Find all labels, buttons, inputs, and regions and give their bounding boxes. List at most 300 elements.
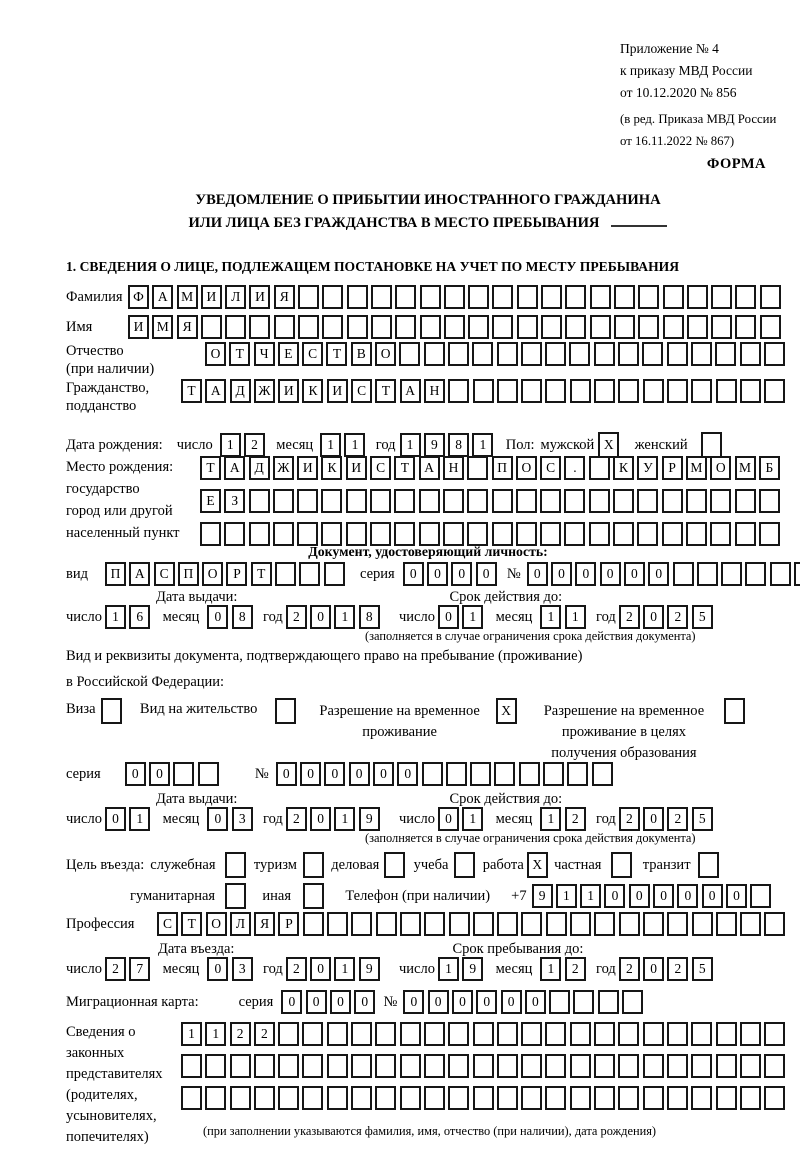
char-box[interactable] [764, 912, 785, 936]
representatives-boxes-row1[interactable] [181, 1022, 788, 1046]
char-box[interactable] [715, 342, 736, 366]
char-box[interactable] [297, 522, 318, 546]
char-box[interactable]: 1 [540, 605, 561, 629]
doc-type-boxes[interactable] [105, 562, 348, 586]
char-box[interactable] [642, 342, 663, 366]
char-box[interactable]: 1 [438, 957, 459, 981]
char-box[interactable] [716, 1086, 737, 1110]
char-box[interactable] [637, 489, 658, 513]
char-box[interactable] [691, 379, 712, 403]
char-box[interactable] [324, 562, 345, 586]
char-box[interactable]: 0 [306, 990, 327, 1014]
char-box[interactable] [254, 1054, 275, 1078]
char-box[interactable] [594, 912, 615, 936]
char-box[interactable] [764, 1086, 785, 1110]
given-name-boxes[interactable] [128, 315, 784, 339]
char-box[interactable] [327, 912, 348, 936]
char-box[interactable]: 1 [205, 1022, 226, 1046]
char-box[interactable] [321, 489, 342, 513]
char-box[interactable] [424, 1022, 445, 1046]
char-box[interactable]: 1 [129, 807, 150, 831]
char-box[interactable] [448, 1022, 469, 1046]
char-box[interactable]: 7 [129, 957, 150, 981]
char-box[interactable]: 0 [653, 884, 674, 908]
char-box[interactable]: П [492, 456, 513, 480]
char-box[interactable] [662, 522, 683, 546]
char-box[interactable]: 0 [397, 762, 418, 786]
char-box[interactable] [400, 912, 421, 936]
char-box[interactable] [473, 1086, 494, 1110]
purpose-humanitarian-checkbox[interactable] [225, 883, 249, 909]
char-box[interactable]: 1 [334, 807, 355, 831]
char-box[interactable] [618, 1086, 639, 1110]
char-box[interactable] [181, 1054, 202, 1078]
char-box[interactable] [565, 285, 586, 309]
char-box[interactable] [298, 315, 319, 339]
char-box[interactable] [517, 315, 538, 339]
char-box[interactable]: Т [181, 379, 202, 403]
char-box[interactable] [569, 342, 590, 366]
char-box[interactable] [564, 522, 585, 546]
char-box[interactable] [764, 1054, 785, 1078]
char-box[interactable] [691, 1054, 712, 1078]
char-box[interactable] [740, 912, 761, 936]
char-box[interactable]: О [375, 342, 396, 366]
char-box[interactable] [611, 852, 632, 878]
char-box[interactable] [322, 285, 343, 309]
char-box[interactable] [570, 1086, 591, 1110]
char-box[interactable] [716, 1054, 737, 1078]
char-box[interactable] [735, 522, 756, 546]
char-box[interactable]: 2 [565, 807, 586, 831]
char-box[interactable]: М [686, 456, 707, 480]
permit-expiry-day-boxes[interactable] [438, 807, 487, 831]
char-box[interactable]: 1 [540, 957, 561, 981]
char-box[interactable] [394, 489, 415, 513]
char-box[interactable] [613, 522, 634, 546]
char-box[interactable] [545, 1054, 566, 1078]
char-box[interactable]: В [351, 342, 372, 366]
temp-residence-checkbox[interactable] [496, 698, 520, 724]
char-box[interactable] [278, 1022, 299, 1046]
char-box[interactable]: 0 [281, 990, 302, 1014]
char-box[interactable]: А [224, 456, 245, 480]
char-box[interactable] [473, 912, 494, 936]
temp-residence-edu-checkbox[interactable] [724, 698, 748, 724]
char-box[interactable] [303, 852, 324, 878]
residence-permit-checkbox[interactable] [275, 698, 299, 724]
char-box[interactable] [521, 342, 542, 366]
char-box[interactable] [618, 1022, 639, 1046]
char-box[interactable] [420, 315, 441, 339]
char-box[interactable] [448, 1054, 469, 1078]
char-box[interactable] [468, 285, 489, 309]
char-box[interactable] [278, 1086, 299, 1110]
char-box[interactable] [274, 315, 295, 339]
migration-card-series-boxes[interactable] [281, 990, 378, 1014]
char-box[interactable] [448, 342, 469, 366]
permit-expiry-year-boxes[interactable] [619, 807, 716, 831]
char-box[interactable] [376, 912, 397, 936]
char-box[interactable]: 2 [667, 605, 688, 629]
char-box[interactable] [424, 1054, 445, 1078]
char-box[interactable] [716, 379, 737, 403]
char-box[interactable] [467, 456, 488, 480]
char-box[interactable]: Т [394, 456, 415, 480]
char-box[interactable]: С [302, 342, 323, 366]
char-box[interactable]: 0 [403, 562, 424, 586]
char-box[interactable]: 0 [207, 605, 228, 629]
char-box[interactable]: 0 [354, 990, 375, 1014]
char-box[interactable]: 2 [667, 957, 688, 981]
permit-issue-day-boxes[interactable] [105, 807, 154, 831]
char-box[interactable]: А [419, 456, 440, 480]
char-box[interactable]: И [278, 379, 299, 403]
char-box[interactable] [400, 1054, 421, 1078]
char-box[interactable] [764, 379, 785, 403]
char-box[interactable] [347, 315, 368, 339]
char-box[interactable] [546, 912, 567, 936]
purpose-tourism-checkbox[interactable] [303, 852, 327, 878]
char-box[interactable] [395, 285, 416, 309]
char-box[interactable]: 0 [207, 957, 228, 981]
char-box[interactable] [448, 1086, 469, 1110]
char-box[interactable]: 0 [427, 562, 448, 586]
doc-issue-day-boxes[interactable] [105, 605, 154, 629]
char-box[interactable] [614, 315, 635, 339]
char-box[interactable] [201, 315, 222, 339]
char-box[interactable]: Я [177, 315, 198, 339]
char-box[interactable] [394, 522, 415, 546]
char-box[interactable] [420, 285, 441, 309]
char-box[interactable]: Ж [273, 456, 294, 480]
citizenship-boxes[interactable] [181, 379, 788, 403]
char-box[interactable] [497, 1054, 518, 1078]
char-box[interactable]: 5 [692, 807, 713, 831]
char-box[interactable] [759, 522, 780, 546]
char-box[interactable]: Т [229, 342, 250, 366]
char-box[interactable]: 1 [334, 957, 355, 981]
char-box[interactable] [589, 522, 610, 546]
char-box[interactable]: 1 [344, 433, 365, 457]
char-box[interactable] [473, 379, 494, 403]
char-box[interactable] [467, 489, 488, 513]
char-box[interactable] [302, 1022, 323, 1046]
char-box[interactable] [101, 698, 122, 724]
char-box[interactable] [419, 522, 440, 546]
char-box[interactable] [521, 379, 542, 403]
char-box[interactable] [618, 379, 639, 403]
char-box[interactable]: С [157, 912, 178, 936]
char-box[interactable] [740, 1054, 761, 1078]
birth-year-boxes[interactable] [400, 433, 497, 457]
char-box[interactable]: 0 [310, 807, 331, 831]
char-box[interactable]: 0 [438, 807, 459, 831]
doc-number-boxes[interactable] [527, 562, 800, 586]
char-box[interactable] [254, 1086, 275, 1110]
char-box[interactable]: 0 [207, 807, 228, 831]
char-box[interactable] [492, 522, 513, 546]
char-box[interactable] [545, 1022, 566, 1046]
char-box[interactable]: И [249, 285, 270, 309]
char-box[interactable] [735, 315, 756, 339]
char-box[interactable]: 3 [232, 957, 253, 981]
char-box[interactable] [521, 1054, 542, 1078]
char-box[interactable] [516, 522, 537, 546]
char-box[interactable]: Т [251, 562, 272, 586]
char-box[interactable] [573, 990, 594, 1014]
char-box[interactable] [444, 315, 465, 339]
char-box[interactable]: Я [274, 285, 295, 309]
sex-female-checkbox[interactable] [701, 432, 725, 458]
char-box[interactable] [643, 1054, 664, 1078]
patronymic-boxes[interactable] [205, 342, 788, 366]
permit-number-boxes[interactable] [276, 762, 616, 786]
char-box[interactable]: А [205, 379, 226, 403]
char-box[interactable] [497, 1022, 518, 1046]
char-box[interactable] [643, 1086, 664, 1110]
char-box[interactable]: А [152, 285, 173, 309]
char-box[interactable]: 0 [438, 605, 459, 629]
char-box[interactable]: 0 [525, 990, 546, 1014]
char-box[interactable] [422, 762, 443, 786]
char-box[interactable] [419, 489, 440, 513]
char-box[interactable] [760, 285, 781, 309]
char-box[interactable] [273, 489, 294, 513]
char-box[interactable]: 0 [629, 884, 650, 908]
char-box[interactable] [794, 562, 800, 586]
char-box[interactable] [618, 342, 639, 366]
char-box[interactable]: 0 [648, 562, 669, 586]
char-box[interactable]: X [598, 432, 619, 458]
char-box[interactable] [322, 315, 343, 339]
char-box[interactable] [643, 379, 664, 403]
char-box[interactable]: 0 [349, 762, 370, 786]
char-box[interactable] [740, 342, 761, 366]
char-box[interactable]: 1 [540, 807, 561, 831]
char-box[interactable] [351, 912, 372, 936]
char-box[interactable] [443, 489, 464, 513]
char-box[interactable] [249, 315, 270, 339]
char-box[interactable] [740, 1022, 761, 1046]
char-box[interactable] [565, 315, 586, 339]
char-box[interactable] [273, 522, 294, 546]
char-box[interactable]: 0 [330, 990, 351, 1014]
char-box[interactable] [686, 522, 707, 546]
char-box[interactable] [424, 912, 445, 936]
permit-expiry-month-boxes[interactable] [540, 807, 589, 831]
char-box[interactable]: Л [230, 912, 251, 936]
char-box[interactable] [735, 489, 756, 513]
char-box[interactable] [592, 762, 613, 786]
char-box[interactable] [540, 489, 561, 513]
char-box[interactable] [444, 285, 465, 309]
char-box[interactable] [618, 1054, 639, 1078]
char-box[interactable] [230, 1086, 251, 1110]
char-box[interactable] [492, 315, 513, 339]
char-box[interactable] [303, 883, 324, 909]
purpose-work-checkbox[interactable] [527, 852, 551, 878]
char-box[interactable]: . [564, 456, 585, 480]
char-box[interactable] [497, 342, 518, 366]
char-box[interactable]: 0 [527, 562, 548, 586]
doc-expiry-month-boxes[interactable] [540, 605, 589, 629]
char-box[interactable]: 0 [105, 807, 126, 831]
phone-boxes[interactable] [532, 884, 775, 908]
char-box[interactable]: 2 [286, 807, 307, 831]
char-box[interactable]: X [527, 852, 548, 878]
char-box[interactable]: 0 [476, 562, 497, 586]
birth-month-boxes[interactable] [320, 433, 369, 457]
char-box[interactable]: 2 [619, 807, 640, 831]
char-box[interactable]: Н [443, 456, 464, 480]
char-box[interactable] [472, 342, 493, 366]
char-box[interactable] [750, 884, 771, 908]
char-box[interactable] [745, 562, 766, 586]
char-box[interactable]: 9 [359, 957, 380, 981]
char-box[interactable] [181, 1086, 202, 1110]
char-box[interactable]: 0 [501, 990, 522, 1014]
char-box[interactable] [302, 1086, 323, 1110]
char-box[interactable]: Т [181, 912, 202, 936]
char-box[interactable]: 0 [310, 605, 331, 629]
visa-checkbox[interactable] [101, 698, 125, 724]
char-box[interactable]: К [302, 379, 323, 403]
char-box[interactable]: З [224, 489, 245, 513]
char-box[interactable] [225, 883, 246, 909]
char-box[interactable] [692, 912, 713, 936]
char-box[interactable]: 0 [149, 762, 170, 786]
char-box[interactable] [740, 1086, 761, 1110]
char-box[interactable] [384, 852, 405, 878]
char-box[interactable]: О [710, 456, 731, 480]
sex-male-checkbox[interactable] [598, 432, 622, 458]
char-box[interactable]: Р [662, 456, 683, 480]
char-box[interactable] [770, 562, 791, 586]
char-box[interactable]: 0 [300, 762, 321, 786]
char-box[interactable] [225, 315, 246, 339]
representatives-boxes-row3[interactable] [181, 1086, 788, 1110]
stay-month-boxes[interactable] [540, 957, 589, 981]
char-box[interactable]: 1 [462, 807, 483, 831]
purpose-private-checkbox[interactable] [611, 852, 635, 878]
char-box[interactable]: 0 [451, 562, 472, 586]
char-box[interactable]: 6 [129, 605, 150, 629]
char-box[interactable]: Р [226, 562, 247, 586]
char-box[interactable]: 8 [448, 433, 469, 457]
char-box[interactable]: 2 [254, 1022, 275, 1046]
char-box[interactable] [173, 762, 194, 786]
char-box[interactable]: 0 [373, 762, 394, 786]
char-box[interactable] [614, 285, 635, 309]
char-box[interactable]: Т [200, 456, 221, 480]
char-box[interactable]: Н [424, 379, 445, 403]
doc-issue-month-boxes[interactable] [207, 605, 256, 629]
birth-day-boxes[interactable] [220, 433, 269, 457]
char-box[interactable] [225, 852, 246, 878]
char-box[interactable] [643, 1022, 664, 1046]
char-box[interactable] [643, 912, 664, 936]
char-box[interactable]: 0 [643, 605, 664, 629]
char-box[interactable]: А [400, 379, 421, 403]
char-box[interactable]: 1 [181, 1022, 202, 1046]
char-box[interactable] [667, 342, 688, 366]
char-box[interactable]: 9 [462, 957, 483, 981]
char-box[interactable]: Е [278, 342, 299, 366]
char-box[interactable] [590, 315, 611, 339]
entry-year-boxes[interactable] [286, 957, 383, 981]
char-box[interactable] [205, 1054, 226, 1078]
char-box[interactable] [327, 1054, 348, 1078]
char-box[interactable] [205, 1086, 226, 1110]
char-box[interactable] [545, 342, 566, 366]
char-box[interactable] [663, 315, 684, 339]
char-box[interactable] [516, 489, 537, 513]
char-box[interactable]: О [205, 342, 226, 366]
char-box[interactable] [473, 1022, 494, 1046]
char-box[interactable] [541, 285, 562, 309]
char-box[interactable]: Д [249, 456, 270, 480]
char-box[interactable] [687, 315, 708, 339]
char-box[interactable] [370, 522, 391, 546]
char-box[interactable] [327, 1086, 348, 1110]
char-box[interactable] [701, 432, 722, 458]
char-box[interactable] [721, 562, 742, 586]
char-box[interactable] [494, 762, 515, 786]
char-box[interactable]: 3 [232, 807, 253, 831]
char-box[interactable]: О [206, 912, 227, 936]
birth-place-boxes-row3[interactable] [200, 522, 783, 546]
char-box[interactable] [400, 1022, 421, 1046]
char-box[interactable]: Л [225, 285, 246, 309]
permit-series-boxes[interactable] [125, 762, 222, 786]
char-box[interactable] [468, 315, 489, 339]
char-box[interactable] [594, 342, 615, 366]
char-box[interactable]: 2 [667, 807, 688, 831]
char-box[interactable]: 0 [702, 884, 723, 908]
char-box[interactable]: 0 [551, 562, 572, 586]
char-box[interactable]: К [613, 456, 634, 480]
purpose-official-checkbox[interactable] [225, 852, 249, 878]
char-box[interactable]: О [202, 562, 223, 586]
char-box[interactable] [764, 1022, 785, 1046]
char-box[interactable]: 0 [643, 807, 664, 831]
char-box[interactable] [637, 522, 658, 546]
char-box[interactable] [545, 1086, 566, 1110]
char-box[interactable] [570, 379, 591, 403]
char-box[interactable] [497, 1086, 518, 1110]
char-box[interactable]: 0 [726, 884, 747, 908]
char-box[interactable]: 2 [619, 957, 640, 981]
char-box[interactable] [691, 342, 712, 366]
char-box[interactable] [200, 522, 221, 546]
char-box[interactable] [275, 698, 296, 724]
char-box[interactable] [673, 562, 694, 586]
char-box[interactable] [448, 379, 469, 403]
char-box[interactable]: Р [278, 912, 299, 936]
char-box[interactable]: 0 [452, 990, 473, 1014]
char-box[interactable]: С [370, 456, 391, 480]
char-box[interactable] [667, 912, 688, 936]
char-box[interactable] [545, 379, 566, 403]
char-box[interactable] [521, 1022, 542, 1046]
char-box[interactable] [570, 1022, 591, 1046]
char-box[interactable] [598, 990, 619, 1014]
char-box[interactable]: 1 [400, 433, 421, 457]
char-box[interactable] [619, 912, 640, 936]
stay-day-boxes[interactable] [438, 957, 487, 981]
char-box[interactable]: 5 [692, 605, 713, 629]
